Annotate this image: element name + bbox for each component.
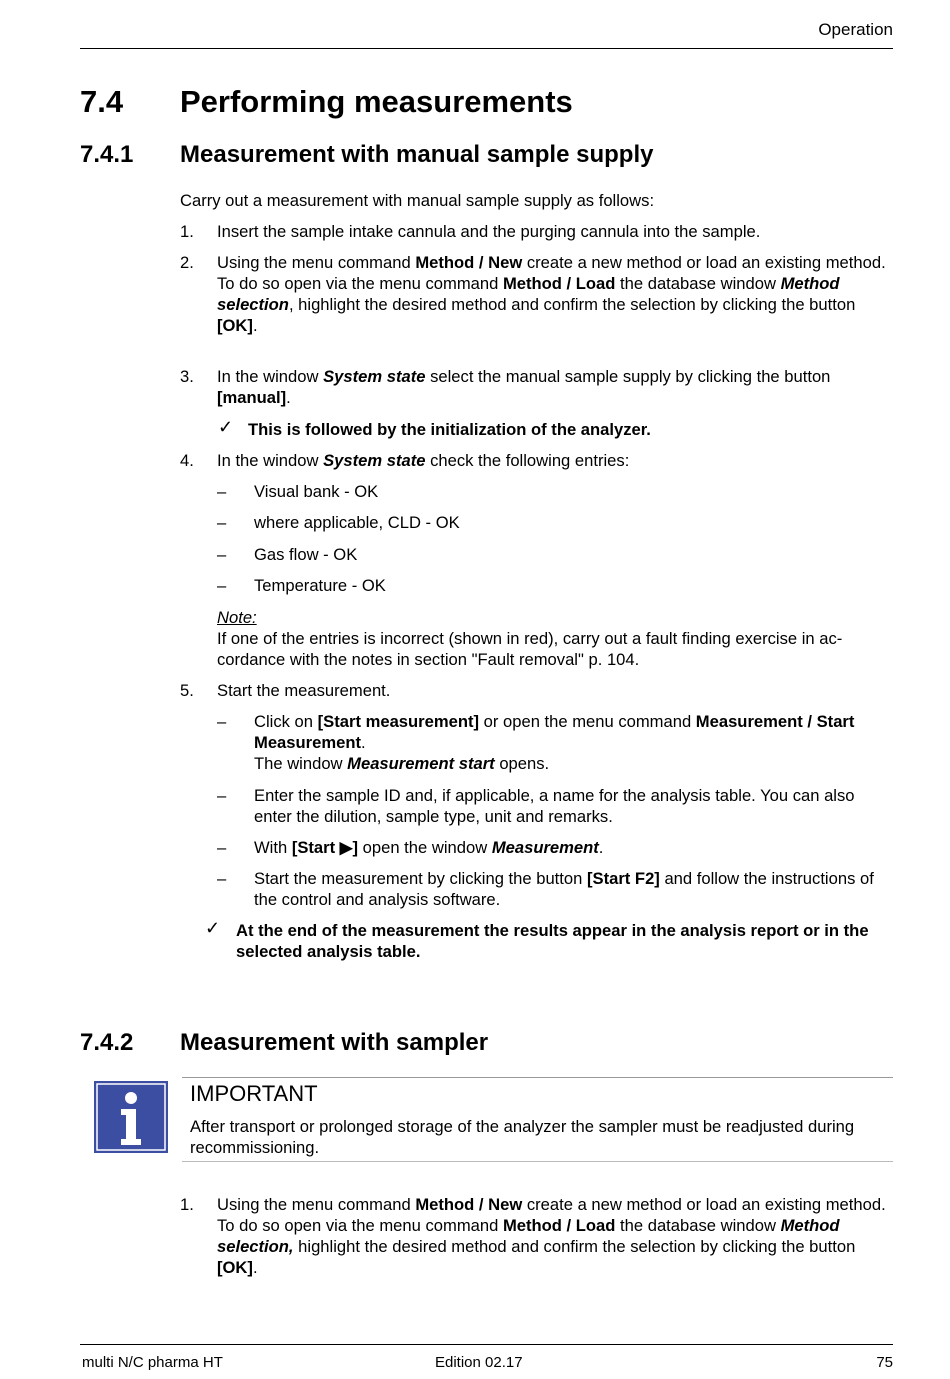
footer-rule <box>80 1344 893 1345</box>
footer-product: multi N/C pharma HT <box>82 1354 223 1371</box>
important-top-rule <box>182 1077 893 1078</box>
dash-bullet: – <box>217 712 227 731</box>
note-text: If one of the entries is incorrect (shown in red), carry out a fault finding exercise in ac-cordance with the notes in section "Fault removal" p. 104. <box>217 629 843 669</box>
check-icon: ✓ <box>218 417 234 437</box>
subsection-number: 7.4.1 <box>80 141 134 168</box>
dash-bullet: – <box>217 786 227 805</box>
dash-bullet: – <box>217 576 227 595</box>
step-number: 1. <box>180 1195 194 1214</box>
step-number: 4. <box>180 451 194 470</box>
step-text: Start the measurement. <box>217 681 391 700</box>
step-number: 3. <box>180 367 194 386</box>
step-number: 1. <box>180 222 194 241</box>
dash-bullet: – <box>217 545 227 564</box>
subsection-title: Measurement with sampler <box>180 1029 489 1056</box>
important-text: After transport or prolonged storage of the analyzer the sampler must be readjusted during recommissioning. <box>190 1117 855 1157</box>
step-text: In the window System state select the manual sample supply by clicking the button [manual]. <box>217 367 831 407</box>
result-text: At the end of the measurement the results appear in the analysis report or in the selected analysis table. <box>236 921 869 961</box>
list-item: Temperature - OK <box>254 576 386 595</box>
list-item: Click on [Start measurement] or open the menu command Measurement / Start Measurement. The window Measurement start opens. <box>254 712 855 773</box>
step-text: Insert the sample intake cannula and the purging cannula into the sample. <box>217 222 761 241</box>
subsection-number: 7.4.2 <box>80 1029 134 1056</box>
list-item: Start the measurement by clicking the button [Start F2] and follow the instructions of the control and analysis software. <box>254 869 874 909</box>
section-number: 7.4 <box>80 84 124 119</box>
dash-bullet: – <box>217 513 227 532</box>
header-rule <box>80 48 893 49</box>
dash-bullet: – <box>217 838 227 857</box>
step-number: 2. <box>180 253 194 272</box>
info-icon <box>94 1081 168 1153</box>
check-icon: ✓ <box>205 918 221 938</box>
dash-bullet: – <box>217 869 227 888</box>
step-number: 5. <box>180 681 194 700</box>
important-bottom-rule <box>182 1161 893 1162</box>
list-item: where applicable, CLD - OK <box>254 513 460 532</box>
list-item: With [Start ▶] open the window Measurement. <box>254 838 604 857</box>
page-number: 75 <box>876 1354 893 1371</box>
dash-bullet: – <box>217 482 227 501</box>
step-text: Using the menu command Method / New create a new method or load an existing method. To do so open via the menu command Method / Load the database window Method selection, highlight the desired method and confirm the selection by clicking the button [OK]. <box>217 253 886 335</box>
subsection-title: Measurement with manual sample supply <box>180 141 654 168</box>
list-item: Visual bank - OK <box>254 482 379 501</box>
list-item: Gas flow - OK <box>254 545 358 564</box>
running-header: Operation <box>818 20 893 39</box>
footer-edition: Edition 02.17 <box>435 1354 523 1371</box>
step-text: In the window System state check the following entries: <box>217 451 630 470</box>
section-title: Performing measurements <box>180 84 573 119</box>
result-text: This is followed by the initialization of the analyzer. <box>248 420 651 439</box>
list-item: Enter the sample ID and, if applicable, a name for the analysis table. You can also enter the dilution, sample type, unit and remarks. <box>254 786 855 826</box>
step-text: Using the menu command Method / New create a new method or load an existing method. To do so open via the menu command Method / Load the database window Method selection, highlight the desired method and confirm the selection by clicking the button [OK]. <box>217 1195 886 1277</box>
intro-text: Carry out a measurement with manual sample supply as follows: <box>180 191 655 210</box>
important-title: IMPORTANT <box>190 1081 318 1106</box>
note-label: Note: <box>217 608 257 627</box>
